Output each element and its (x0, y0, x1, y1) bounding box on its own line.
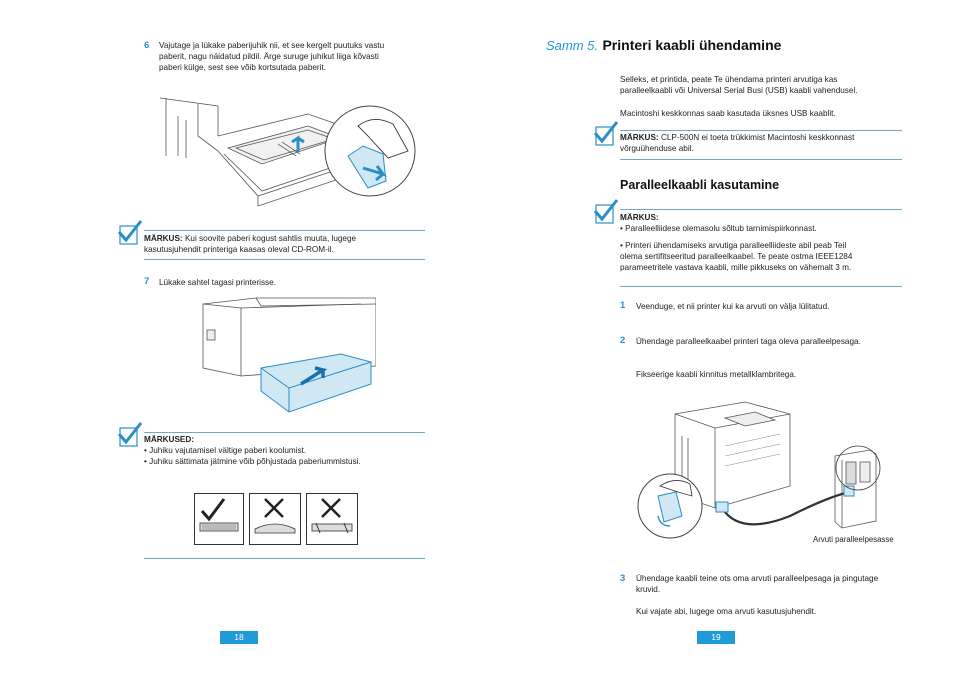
step-7-number: 7 (144, 276, 150, 287)
left-note-2-label: MÄRKUSED: (144, 435, 195, 444)
right-note-1-label: MÄRKUS: (620, 133, 659, 142)
note2-bottom-rule (144, 558, 425, 559)
step-6-text (159, 40, 384, 73)
left-note-1-label: MÄRKUS: (144, 234, 183, 243)
note1-bottom-rule (144, 259, 425, 260)
step5-heading (546, 37, 781, 55)
checkmark-note-icon (117, 422, 143, 448)
wrong-paper-example-2 (306, 493, 358, 545)
intro-paragraph (620, 74, 858, 96)
step-3-line1: Ühendage kaabli teine ots oma arvuti paralleelpesaga ja pingutage (636, 574, 879, 583)
right-note1-top-rule (620, 130, 902, 131)
note2-top-rule (144, 432, 425, 433)
left-note-1-line2: kasutusjuhendit printeriga kaasas oleval CD-ROM-il. (144, 245, 334, 254)
page-title: Printeri kaabli ühendamine (602, 37, 782, 53)
right-note-2-bullet2-line2: olema sertifitseeritud paralleelkaabel. Te peate ostma IEEE1284 (620, 252, 853, 261)
left-note-2 (144, 434, 361, 467)
checkmark-note-icon (117, 220, 143, 246)
mac-line: Macintoshi keskkonnas saab kasutada üksnes USB kaablit. (620, 109, 836, 118)
tray-insert-illustration (201, 296, 376, 414)
right-note-1 (620, 132, 854, 154)
step-6-line3: paberi külge, sest see võib kortsutada paberit. (159, 63, 327, 72)
correct-paper-example (194, 493, 244, 545)
right-note-2-label: MÄRKUS: (620, 213, 659, 222)
note1-top-rule (144, 230, 425, 231)
right-note1-bottom-rule (620, 159, 902, 160)
paper-guide-illustration (158, 96, 416, 211)
left-note-1-line1: Kui soovite paberi kogust sahtlis muuta, lugege (184, 234, 357, 243)
page-number-left: 18 (220, 631, 258, 644)
left-note-1 (144, 233, 356, 255)
right-note2-bottom-rule (620, 286, 902, 287)
intro-line1: Selleks, et printida, peate Te ühendama printeri arvutiga kas (620, 75, 838, 84)
right-note-2-bullet1: • Paralleelliidese olemasolu sõltub tarnimispiirkonnast. (620, 223, 852, 234)
right-note-1-line2: võrguühenduse abil. (620, 144, 694, 153)
step-3-text (636, 573, 878, 595)
step-2-text: Ühendage paralleelkaabel printeri taga oleva paralleelpesaga. (636, 337, 861, 346)
right-note-1-line1: CLP-500N ei toeta trükkimist Macintoshi keskkonnast (660, 133, 855, 142)
printer-cable-illustration (630, 396, 896, 546)
page-number-right: 19 (697, 631, 735, 644)
step-3-line2: kruvid. (636, 585, 661, 594)
step-6-line2: paberit, nagu näidatud pildil. Ärge suruge juhikut liiga kõvasti (159, 52, 379, 61)
left-note-2-bullet2: • Juhiku sättimata jätmine võib põhjustada paberiummistusi. (144, 456, 361, 467)
intro-line2: paralleelkaabli või Universal Serial Busi (USB) kaabli vahendusel. (620, 86, 858, 95)
step-7-text: Lükake sahtel tagasi printerisse. (159, 278, 276, 287)
fix-cable-text: Fikseerige kaabli kinnitus metallklambritega. (636, 370, 797, 379)
step-2-number: 2 (620, 335, 626, 346)
right-note-2-bullet2-line1: • Printeri ühendamiseks arvutiga paralleelliideste abil peab Teil (620, 240, 852, 251)
step-6-line1: Vajutage ja lükake paberijuhik nii, et see kergelt puutuks vastu (159, 41, 385, 50)
step-6-number: 6 (144, 40, 150, 51)
wrong-paper-example-1 (249, 493, 301, 545)
subheading: Paralleelkaabli kasutamine (620, 178, 780, 192)
step-3-number: 3 (620, 573, 626, 584)
figure-caption: Arvuti paralleelpesasse (813, 535, 894, 544)
heading-prefix: Samm 5. (546, 38, 599, 53)
step-1-text: Veenduge, et nii printer kui ka arvuti on välja lülitatud. (636, 302, 830, 311)
checkmark-note-icon (593, 121, 619, 147)
right-note2-top-rule (620, 209, 902, 210)
checkmark-note-icon (593, 199, 619, 225)
left-note-2-bullet1: • Juhiku vajutamisel vältige paberi koolumist. (144, 445, 361, 456)
right-note-2-bullet2-line3: parameetritele vastava kaabli, mille pikkuseks on vähemalt 3 m. (620, 263, 852, 272)
help-line: Kui vajate abi, lugege oma arvuti kasutusjuhendit. (636, 607, 817, 616)
step-1-number: 1 (620, 300, 626, 311)
right-note-2 (620, 212, 852, 273)
